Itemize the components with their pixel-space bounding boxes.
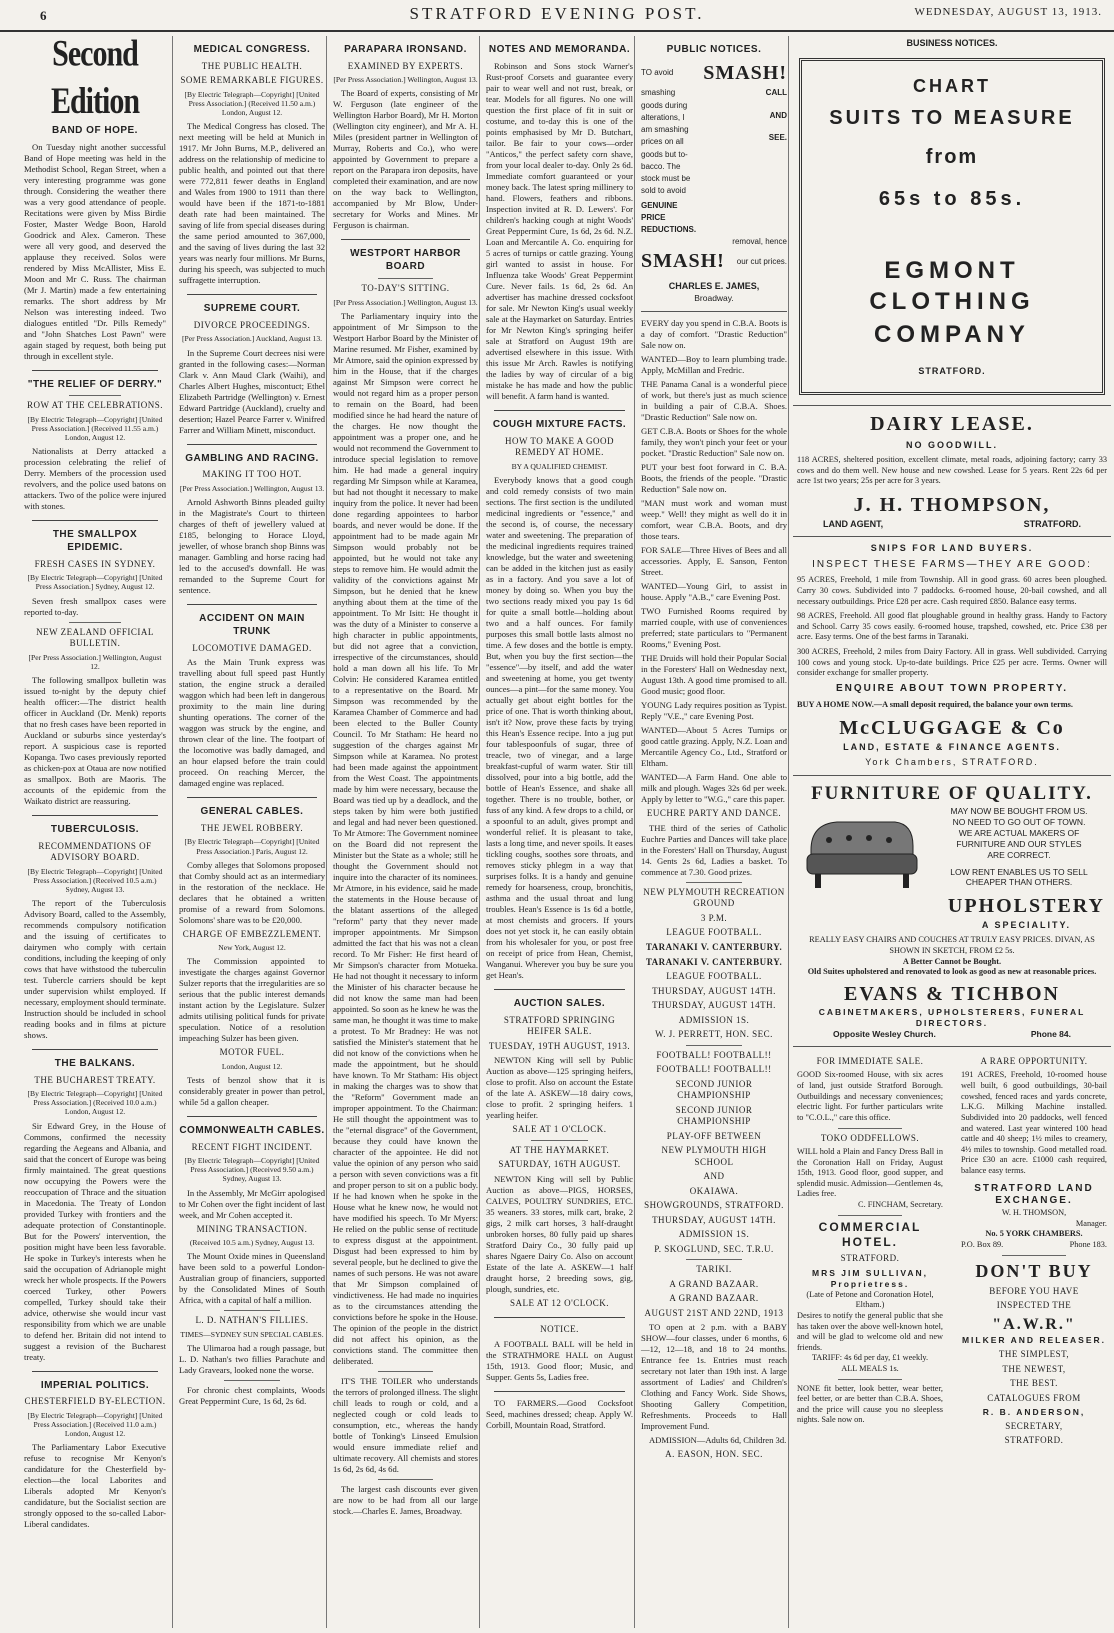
notice: THE third of the series of Catholic Euchre Parties and Dances will take place in the Foresters' Hall on Thursday, August 14. Gents 2s 6d, Ladies a basket. To commence at 7.30. Good prizes.: [641, 822, 787, 877]
article-body: The Parliamentary Labor Executive refuse to recognise Mr Kenyon's candidature for the Chesterfield by-election—the local Laborites and Liberals adopted Mr Kenyon's candidature, but the Socialist section are strongly opposed to the so-called Labor-Liberal candidates.: [24, 1442, 166, 1530]
article-body: The Commission appointed to investigate the charges against Governor Sulzer reports that the irregularities are so serious that the public interest demands instant action by the Legislature. Sulzer admits utilising political funds for private speculation. Notice of a resolution impeaching Sulzer has been given.: [179, 956, 325, 1044]
notice-title: NOTICE.: [540, 1324, 579, 1335]
advertisement: IT'S THE TOILER who understands the terrors of prolonged illness. The slight chill leads to rough or cold, and a neglected cough or cold leads to consumption, etc., whereas the handy bottle of Tonking's Linseed Emulsion would ensure immediate relief and ultimate recovery. All chemists and stores 1s 6d, 2s 6d, 4s 6d.: [333, 1375, 478, 1474]
headline-cough: COUGH MIXTURE FACTS.: [492, 418, 627, 430]
subheading: NEW ZEALAND OFFICIAL BULLETIN.: [36, 626, 154, 649]
notice: FOR SALE—Three Hives of Bees and all accessories. Apply, E. Sanson, Fenton Street.: [641, 545, 787, 578]
headline-imperial-politics: IMPERIAL POLITICS.: [40, 1379, 150, 1391]
subheading: RECENT FIGHT INCIDENT.: [191, 1141, 313, 1152]
article-body: Tests of benzol show that it is considerably greater in power than petrol, while 5d a gallon cheaper.: [179, 1074, 325, 1107]
notice: WANTED—A Farm Hand. One able to milk and plough. Wages 32s 6d per week. Apply by letter to "W.G.," care this paper.: [641, 772, 787, 805]
advertisement: For chronic chest complaints, Woods Great Peppermint Cure, 1s 6d, 2s 6d.: [179, 1384, 325, 1406]
page-number: 6: [40, 8, 47, 23]
headline-westport: WESTPORT HARBOR BOARD: [350, 248, 461, 273]
headline-public-notices: PUBLIC NOTICES.: [666, 44, 762, 55]
sale-time: SALE AT 1 O'CLOCK.: [512, 1124, 607, 1135]
headline-tuberculosis: TUBERCULOSIS.: [50, 823, 140, 835]
wire-credit: TIMES—SYDNEY SUN SPECIAL CABLES.: [180, 1329, 324, 1339]
article-body: The Ulimaroa had a rough passage, but L. D. Nathan's two fillies Parachute and Lady Gravears, looked none the worse.: [179, 1342, 325, 1375]
notice: THE Panama Canal is a wonderful piece of work, but there's just as much science in building a pair of C.B.A. Shoes. "Drastic Reduction" Sale now on.: [641, 379, 787, 423]
article-body: As the Main Trunk express was travelling about full speed past Huntly station, the engine struck a derailed waggon which had been left in dangerous proximity to the main line during shunting operations. The corner of the waggon was struck by the engine, and thrown clear of the line. The footpart of the locomotive was badly damaged, and an hour elapsed before the train could proceed. On reaching Mercer, the damaged engine was replaced.: [179, 657, 325, 789]
subheading: CHESTERFIELD BY-ELECTION.: [24, 1396, 166, 1407]
subheading: L. D. NATHAN'S FILLIES.: [195, 1315, 309, 1326]
subheading: LOCOMOTIVE DAMAGED.: [192, 642, 312, 653]
furniture-advert: FURNITURE OF QUALITY. MAY NOW BE BOUGHT FROM US. NO NEED TO GO OUT OF TOWN. WE ARE ACTUAL MAKERS OF FURNITURE AND OUR STYLES ARE CORRECT. LOW RENT ENABLES US TO SELL CHEAPER THAN OTHERS. UPHOLSTERY A SPECIALITY. REALLY EASY CHAIRS AND COUCHES AT TRULY EASY PRICES. DIVAN, AS SHOWN IN SKETCH, FROM £2 5s. A Better Cannot be Bought. Old Suites upholstered and renovated to look as good as new at reasonable prices. EVANS & TICHBON CABINETMAKERS, UPHOLSTERERS, FUNERAL DIRECTORS. Opposite Wesley Church. Phone 84.: [793, 775, 1111, 1040]
byline: BY A QUALIFIED CHEMIST.: [511, 461, 608, 471]
article-body: The following smallpox bulletin was issued to-night by the deputy chief health officer:—The district health officer in Auckland (Dr. Menk) reports that no fresh cases have been reported in Auckland or suburbs since yesterday's report. A suspicious case is reported Kopanga. Two cases previously reported as chicken-pox at Otaua are now notified as smallpox. Both are Maoris. The accounts of the epidemic from the Waikato district are reassuring.: [24, 674, 166, 806]
article-body: The report of the Tuberculosis Advisory Board, called to the Assembly, recommends compulsory notification and the issuing of certificates to dairymen who comply with certain conditions, including the keeping of only cows that have withstood the tuberculin test. Tubercle carriers should be kept under supervision whilst employed. If necessary, employment should terminate. Instruction should be included in school reading books and in films at picture shows.: [24, 897, 166, 1040]
subheading: DIVORCE PROCEEDINGS.: [193, 319, 311, 330]
subheading: MINING TRANSACTION.: [196, 1223, 308, 1234]
article-body: In the Supreme Court decrees nisi were granted in the following cases:—Norman Clark v. Ann Maud Clark (Waihi), and Charles Albert Hughes, miscontuct; Ethel Elizabeth Partridge (Wellington) v. Ernest Edward Partridge (Auckland), cruelty and desertion; Hazel Pearce Farrer v. Winifred Farrer and William Minett, misconduct.: [179, 347, 325, 435]
sale-time: SALE AT 12 O'CLOCK.: [510, 1297, 609, 1308]
notice: TO open at 2 p.m. with a BABY SHOW—four classes, under 6 months, 6—12, 12—18, and 18 to 24 months. Entrance fee 1s. Entries must reach secretary not later than 19th inst. A large assortment of Ladies' and Children's Clothing and Fancy Work. Side Shows, Shooting Gallery Competition, Refreshments. Proceeds to Hall Improvement Fund.: [641, 1322, 787, 1432]
headline-auction-sales: AUCTION SALES.: [513, 997, 606, 1009]
headline-business-notices: BUSINESS NOTICES.: [906, 38, 998, 48]
advertiser-name: CHARLES E. JAMES,: [668, 281, 760, 292]
wire-credit: [By Electric Telegraph—Copyright] [United Press Association.] (Received 11.50 a.m.) London, August 12.: [184, 89, 320, 118]
advertiser-place: Broadway.: [694, 292, 734, 303]
wire-credit: [By Electric Telegraph—Copyright] [United Press Association.] (Received 11.55 a.m.) London, August 12.: [27, 414, 163, 443]
wire-credit: New York, August 12.: [218, 943, 286, 953]
issue-date: WEDNESDAY, AUGUST 13, 1913.: [914, 6, 1102, 18]
notice: "MAN must work and woman must weep." Well! they might as well do it in comfort, wear C.B.A. Boots, and dry those tears.: [641, 498, 787, 542]
smash-heading: SMASH!: [703, 61, 787, 84]
article-body: Comby alleges that Solomons proposed that Comby should act as an intermediary in the restoration of the necklace. He declares that he obtained a written promise of a reward from Solomons. Solomons' share was to be £20,000.: [179, 859, 325, 925]
wire-credit: [By Electric Telegraph—Copyright] [United Press Association.] (Received 10.0 a.m.) London, August 12.: [27, 1089, 163, 1117]
headline-balkans: THE BALKANS.: [54, 1057, 136, 1069]
headline-medical-congress: MEDICAL CONGRESS.: [193, 44, 311, 55]
subheading: HOW TO MAKE A GOOD REMEDY AT HOME.: [504, 435, 614, 458]
notice: GET C.B.A. Boots or Shoes for the whole family, they won't pinch your feet or your pocket. "Drastic Reduction" Sale now on.: [641, 426, 787, 459]
edition-banner: Second Edition: [50, 36, 140, 123]
headline-supreme-court: SUPREME COURT.: [203, 303, 301, 315]
article-body: NEWTON King will sell by Public Auction as above—125 springing heifers, close to profit. Also on account the Estate of the late A. ASKEW—18 dairy cows, close to profit. 2 springing heifers. 1 yearling heifer.: [486, 1055, 633, 1121]
subheading: THE JEWEL ROBBERY.: [200, 822, 304, 833]
notice: EVERY day you spend in C.B.A. Boots is a day of comfort. "Drastic Reduction" Sale now on.: [641, 318, 787, 351]
wire-credit: [By Electric Telegraph—Copyright] [United Press Association.] Sydney, August 12.: [27, 573, 163, 592]
smash-heading: SMASH!: [641, 250, 725, 273]
newspaper-title: STRATFORD EVENING POST.: [409, 4, 705, 23]
notice: ADMISSION—Adults 6d, Children 3d.: [649, 1435, 787, 1446]
sale-date: TUESDAY, 19TH AUGUST, 1913.: [488, 1040, 631, 1051]
headline-notes: NOTES AND MEMORANDA.: [488, 44, 631, 55]
article-body: On Tuesday night another successful Band of Hope meeting was held in the Methodist School, Regan Street, when a very interesting programme was gone through. Considering the weather there was a very good attendance of people. Recitations were given by Miss Birdie Foster, Master Wedge Boon, Harold Goodrick and Alex. Cameron. These were all very good, and deserved the applause they received. Solos were rendered by Miss McAllister, Miss E. Moon and Mr C. Russ. The chairman (Mr J. Martin) made a few entertaining remarks. The short address by Mr Nelson was interesting indeed. Two dialogues entitled "Dr. Pills Remedy" and "John Shatches Lost Pawn" were again staged by request, both being put through in excellent style.: [24, 141, 166, 361]
headline-band-of-hope: BAND OF HOPE.: [52, 124, 138, 136]
chart-clothing-advert: CHART SUITS TO MEASURE from 65s to 85s. EGMONT CLOTHING COMPANY STRATFORD.: [799, 58, 1105, 395]
article-body: Seven fresh smallpox cases were reported to-day.: [24, 595, 166, 617]
notice: WANTED—About 5 Acres Turnips or good cattle grazing. Apply, N.Z. Loan and Mercantile Agency Co., Ltd., Stratford or Eltham.: [641, 725, 787, 769]
lower-business-adverts: FOR IMMEDIATE SALE. GOOD Six-roomed House, with six acres of land, just outside Stratford Borough. Outbuildings and necessary conveniences; electric light. For further particulars write to "C.O.L.," care this office. TOKO ODDFELLOWS. WILL hold a Plain and Fancy Dress Ball in the Coronation Hall on Friday, August 15th, 1913. Good floor, good supper, and splendid music. Admission—Gentlemen 4s, Ladies free. C. FINCHAM, Secretary. COMMERCIAL HOTEL. STRATFORD. MRS JIM SULLIVAN, Proprietress. (Late of Petone and Coronation Hotel, Eltham.) Desires to notify the general public that she has taken over the above well-known hotel, and will be glad to welcome old and new friends. TARIFF: 4s 6d per day, £1 weekly. ALL MEALS 1s. NONE fit better, look better, wear better, feel better, or are better than C.B.A. Shoes, and the price will cause you no sleepless nights. Sale now on. A RARE OPPORTUNITY. 191 ACRES, Freehold, 10-roomed house well built, 6 good outbuildings, 30-bail cowshed, fenced races and yards concrete, L.K.G. Milking Machine installed. Subdivided into 20 paddocks, well fenced and watered. Last year wintered 100 head cattle and 40 sheep; 1½ miles to creamery, 4½ miles to township. Good metalled road. Price £30 an acre. £1000 cash required, balance easy terms. STRATFORD LAND EXCHANGE. W. H. THOMSON, Manager. No. 5 YORK CHAMBERS. P.O. Box 89. Phone 183. DON'T BUY BEFORE YOU HAVE INSPECTED THE "A.W.R." MILKER AND RELEASER. THE SIMPLEST, THE NEWEST, THE BEST. CATALOGUES FROM R. B. ANDERSON, SECRETARY, STRATFORD.: [793, 1046, 1111, 1450]
wire-credit: [Per Press Association.] Wellington, August 13.: [333, 297, 478, 307]
subheading: FRESH CASES IN SYDNEY.: [34, 558, 156, 569]
column-3: [326, 36, 484, 1628]
subheading: RECOMMENDATIONS OF ADVISORY BOARD.: [38, 840, 152, 863]
notice-title: NEW PLYMOUTH RECREATION GROUND: [643, 886, 785, 909]
article-body: Sir Edward Grey, in the House of Commons, confirmed the necessity regarding the Aegeans and Albania, and said that the concert of Europe was being firmly maintained. The great questions now occupying the Powers were the reoccupation of Thrace and the situation in Macedonia. The Treaty of London provided Turkey with frontiers and the adequate protection of Constantinople. But for the Powers' intervention, the position might have been less favorable. He spoke in Turkey's interests when he said the occupation of Adrianople might wreck her whole prospects. If the Powers coerced Turkey, other Powers compelled, Turkey should take their advice, otherwise she would incur vast responsibility from which we are unable to defend her. Britain did not intend to suggest a revision of the Bucharest treaty.: [24, 1120, 166, 1362]
notice-title: EUCHRE PARTY AND DANCE.: [646, 808, 782, 819]
wire-credit: [By Electric Telegraph—Copyright] [United Press Association.] Paris, August 12.: [184, 837, 320, 856]
dairy-lease-advert: DAIRY LEASE. NO GOODWILL. 118 ACRES, sheltered position, excellent climate, metal roads, adjoining factory; carry 33 cows and do them well. New house and new cowshed. Lease for 5 years. Rent 22s 6d per acre 1st two years; 25s per acre for 3 years. J. H. THOMPSON, LAND AGENT, STRATFORD.: [793, 405, 1111, 530]
subheading: ROW AT THE CELEBRATIONS.: [26, 400, 163, 411]
subheading: THE PUBLIC HEALTH.: [201, 60, 303, 71]
advertisement: TO FARMERS.—Good Cocksfoot Seed, machines dressed; cheap. Apply W. Corbill, Mountain Road, Stratford.: [486, 1397, 633, 1430]
notice: THE Druids will hold their Popular Social in the Foresters' Hall on Wednesday next, August 13th. A good time promised to all. Good music; good floor.: [641, 653, 787, 697]
subheading: EXAMINED BY EXPERTS.: [347, 60, 464, 71]
article-body: In the Assembly, Mr McGirr apologised to Mr Cohen over the fight incident of last week, and Mr Cohen accepted it.: [179, 1187, 325, 1220]
wire-credit: [Per Press Association.] Wellington, August 13.: [179, 483, 325, 493]
notice: WANTED—Young Girl, to assist in house. Apply "A.B.," care Evening Post.: [641, 581, 787, 603]
subheading: TO-DAY'S SITTING.: [361, 283, 450, 294]
column-2: [172, 36, 331, 1628]
article-body: NEWTON King will sell by Public Auction as above—PIGS, HORSES, CALVES, POULTRY SUNDRIES, ETC. 35 weaners. 33 stores, milk cart, brake, 2 gigs, 2 milk cart horses, 3 half-draught unbroken horses, 80 fully paid up shares Stratford Dairy Co., 30 fully paid up shares Ngaere Dairy Co. Also on account Estate of the late A. ASKEW—1 half draught horse, 2 breeding sows, gig, plough, sundries, etc.: [486, 1173, 633, 1294]
column-5: PUBLIC NOTICES. TO avoid SMASH! smashing goods during alterations, I am smashing prices on all goods but to- bacco. The stock must be sold to avoid CALL AND SEE. GENUINE PRICE REDUCTIONS. removal, hence SMASH! our cut prices. CHARLES E. JAMES, Broadway. EVERY day you spend in C.B.A. Boots is a day of comfort. "Drastic Reduction" Sale now on. WANTED—Boy to learn plumbing trade. Apply, McMillan and Fredric. THE Panama Canal is a wonderful piece of work, but there's just as much science in building a pair of C.B.A. Shoes. "Drastic Reduction" Sale now on. GET C.B.A. Boots or Shoes for the whole family, they won't pinch your feet or your pocket. "Drastic Reduction" Sale now on. PUT your best foot forward in C. B.A. Boots, the friends of the people. "Drastic Reduction" Sale now on. "MAN must work and woman must weep." Well! they might as well do it in comfort, wear C.B.A. Boots, and dry those tears. FOR SALE—Three Hives of Bees and all accessories. Apply, E. Sanson, Fenton Street. WANTED—Young Girl, to assist in house. Apply "A.B.," care Evening Post. TWO Furnished Rooms required by married couple, with use of conveniences preferred; state particulars to "Permanent Rooms," Evening Post. THE Druids will hold their Popular Social in the Foresters' Hall on Wednesday next, August 13th. A good time promised to all. Good music; good floor. YOUNG Lady requires position as Typist. Reply "V.E.," care Evening Post. WANTED—About 5 Acres Turnips or good cattle grazing. Apply, N.Z. Loan and Mercantile Agency Co., Ltd., Stratford or Eltham. WANTED—A Farm Hand. One able to milk and plough. Wages 32s 6d per week. Apply by letter to "W.G.," care this paper. EUCHRE PARTY AND DANCE. THE third of the series of Catholic Euchre Parties and Dances will take place in the Foresters' Hall on Thursday, August 14. Gents 2s 6d, Ladies a basket. To commence at 7.30. Good prizes. NEW PLYMOUTH RECREATION GROUND 3 P.M. LEAGUE FOOTBALL. TARANAKI V. CANTERBURY. TARANAKI V. CANTERBURY. LEAGUE FOOTBALL. THURSDAY, AUGUST 14TH. THURSDAY, AUGUST 14TH. ADMISSION 1S. W. J. PERRETT, HON. SEC. FOOTBALL! FOOTBALL!! FOOTBALL! FOOTBALL!! SECOND JUNIOR CHAMPIONSHIP SECOND JUNIOR CHAMPIONSHIP PLAY-OFF BETWEEN NEW PLYMOUTH HIGH SCHOOL AND OKAIAWA. SHOWGROUNDS, STRATFORD. THURSDAY, AUGUST 14TH. ADMISSION 1S. P. SKOGLUND, SEC. T.R.U. TARIKI. A GRAND BAZAAR. A GRAND BAZAAR. AUGUST 21ST AND 22ND, 1913 TO open at 2 p.m. with a BABY SHOW—four classes, under 6 months, 6—12, 12—18, and 18 to 24 months. Entrance fee 1s. Entries must reach secretary not later than 19th inst. A large assortment of Ladies' and Children's Clothing and Fancy Work. Side Shows, Shooting Gallery Competition, Refreshments. Proceeds to Hall Improvement Fund. ADMISSION—Adults 6d, Children 3d. A. EASON, HON. SEC.: [634, 36, 793, 1628]
wire-credit: London, August 12.: [221, 1061, 283, 1071]
subheading: MAKING IT TOO HOT.: [202, 469, 302, 480]
article-body: Nationalists at Derry attacked a procession celebrating the relief of Derry. Members of the procession used revolvers, and the police used batons on attackers. Two of the police were injured with stones.: [24, 446, 166, 512]
advertisement: The largest cash discounts ever given are now to be had from all our large stock.—Charles E. James, Broadway.: [333, 1483, 478, 1516]
sale-date: SATURDAY, 16TH AUGUST.: [498, 1159, 621, 1170]
headline-gambling: GAMBLING AND RACING.: [185, 452, 319, 464]
sofa-illustration: [801, 810, 923, 894]
article-body: The Medical Congress has closed. The next meeting will be held at Munich in 1917. Mr John Burns, M.P., delivered an address on the relationship of medicine to public health, and pointed out that there were 772,811 fewer deaths in England and Wales from 1900 to 1911 than there would have been if the 1871-to-1881 death rate had been maintained. The saving of life from special diseases during the same period amounted to 367,000, and the saving of lives during the last 32 years was nearly four millions. Mr Burns, during his speech, was subjected to much suffragette interruption.: [179, 121, 325, 286]
wire-credit: [Per Press Association.] Wellington, August 13.: [333, 75, 478, 85]
headline-accident: ACCIDENT ON MAIN TRUNK: [199, 613, 305, 637]
article-body: Arnold Ashworth Binns pleaded guilty in the Magistrate's Court to thirteen charges of theft of jewellery valued at £185, belonging to Horace Lloyd, jeweller, of whose branch shop Binns was manager. Gambling and horse racing had led to the accused's downfall. He was remanded to the Supreme Court for sentence.: [179, 497, 325, 595]
snips-advert: SNIPS FOR LAND BUYERS. INSPECT THESE FARMS—THEY ARE GOOD: 95 ACRES, Freehold, 1 mile from Township. All in good grass. 60 acres been ploughed. Carry 30 cows. Subdivided into 7 paddocks. 6-roomed house, 20-bail cowshed, and all necessary outbuildings. Price £28 per acre. Cash required £850. Balance easy terms. 98 ACRES, Freehold. All good flat ploughable ground in healthy grass. Handy to Factory and School. Carry 35 cows easily. 6-roomed house, trapshed, cowshed, etc. Price £38 per acre. Easy terms. One of the best farms in Taranaki. 300 ACRES, Freehold, 2 miles from Dairy Factory. All in grass. Well subdivided. Carrying 100 cows and young stock. Up-to-date buildings. Price £25 per acre. Terms. Owner will consider exchange for smaller property. ENQUIRE ABOUT TOWN PROPERTY. BUY A HOME NOW.—A small deposit required, the balance your own terms. McCLUGGAGE & Co LAND, ESTATE & FINANCE AGENTS. York Chambers, STRATFORD.: [793, 536, 1111, 769]
subheading: STRATFORD SPRINGING HEIFER SALE.: [503, 1014, 616, 1037]
subheading: THE BUCHAREST TREATY.: [34, 1074, 156, 1085]
headline-smallpox: THE SMALLPOX EPIDEMIC.: [52, 529, 138, 554]
wire-credit: (Received 10.5 a.m.) Sydney, August 13.: [189, 1238, 315, 1248]
column-6: [788, 36, 1114, 1628]
article-body: Everybody knows that a good cough and cold remedy consists of two main sections. The first section is the undiluted medicinal ingredients or "essence," and the second is, of course, the necessary water and sweetening. The preparation of the medicinal ingredients requires trained knowledge, but the water and sweetening can be added in the kitchen just as easily as in a factory. And you save a lot of money by doing so. When you buy the two sections ready mixed you pay 1s 6d for quite a small bottle—holding about two and a half ounces. For family purposes this small bottle lasts almost no time. A few doses and the bottle is empty. But, when you buy the first section—the "essence"—by itself, and add the water and sweetening at home, you get twenty ounces—a pint—for the same money. You actually get about eight bottles for the price of one. That is worth thinking about, isn't it? Now, prove these facts by trying this Hean's Essence recipe. Into a jug put four tablespoonfuls of sugar, three of treacle, two of vinegar, and a large breakfast-cupful of warm water. Stir till dissolved, pour into a big bottle, add the bottle of Hean's Essence, and shake all together. There is no trouble, bother, or fuss of any kind. A few drops to a child, or a spoonful to an adult, gives prompt and wonderful relief. It is pleasant to take, lasts a long time, and never spoils. It eases tickling coughs, soothes sore throats, and removes sticky phlegm in a way that surprises folks. It is a handy and genuine remedy for hoarseness, croup, bronchitis, asthma and the usual throat and lung troubles. Hean's Essence is 1s 6d a bottle, at most chemists and grocers. If yours does not yet stock it, he can easily obtain from his wholesaler for you, or post free on receipt of price from Hean, Chemist, Wanganui. Wherever you buy be sure you get Hean's.: [486, 474, 633, 980]
article-body: The Board of experts, consisting of Mr W. Ferguson (late engineer of the Wellington Harbor Board), Mr H. Morton (Wellington city engineer), and Mr A. H. Miles (president partner in Wellington of Murray, Roberts and Co.), who were appointed by Government to prepare a report on the Parapara iron deposits, have completed their examination, and are now on the way back to Wellington, accompanied by Mr Blow, Under-secretary for Works and Mines. Mr Ferguson is chairman.: [333, 88, 478, 231]
article-body: The Mount Oxide mines in Queensland have been sold to a powerful London-Australian group of financiers, supported by the Consolidated Mines of South Africa, with a capital of half a million.: [179, 1251, 325, 1306]
wire-credit: [By Electric Telegraph—Copyright] [United Press Association.] (Received 9.50 a.m.) Sydney, August 13.: [184, 1156, 320, 1184]
wire-credit: [By Electric Telegraph—Copyright] [United Press Association.] (Received 10.5 a.m.) Sydney, August 13.: [27, 866, 163, 894]
headline-general-cables: GENERAL CABLES.: [200, 806, 304, 818]
subheading: SOME REMARKABLE FIGURES.: [180, 75, 324, 86]
headline-parapara: PARAPARA IRONSAND.: [344, 44, 467, 55]
headline-derry: "THE RELIEF OF DERRY.": [27, 378, 163, 390]
headline-commonwealth: COMMONWEALTH CABLES.: [179, 1124, 325, 1136]
smash-advert: TO avoid SMASH! smashing goods during alterations, I am smashing prices on all goods but to- bacco. The stock must be sold to avoid CALL AND SEE. GENUINE PRICE REDUCTIONS. removal, hence SMASH! our cut prices. CHARLES E. JAMES, Broadway.: [641, 61, 787, 313]
wire-credit: [By Electric Telegraph—Copyright] [United Press Association.] (Received 11.0 a.m.) London, August 12.: [27, 1410, 163, 1439]
article-body: The Parliamentary inquiry into the appointment of Mr Simpson to the Westport Harbor Board by the Minister of Marine resumed. Mr Fisher, examined by Mr Atmore, said the opinion expressed by him in the House, that if the charges against Mr Simpson were correct he would not regard him as a proper person to remain on the Board, had been modified since he had heard the nature of the charges. He now thought the appointment was a proper one, and he would not recommend the Government to introduce special legislation to remove him. He had made a general inquiry regarding Mr Simpson while at Karamea, but had not thought it necessary to make inquiry from the police. It never had been done regarding appointees to harbor boards, and never would be done. If the appointment had to be made again Mr Simpson would probably not be appointed, but he would not take any steps to remove him. He would admit the validity of the convictions against Mr Simpson, but he denied that he knew anything about them at the time of the appointment. To Mr Isitt: He thought it was the duty of a Minister to conserve a high character in public appointments, but did not agree that a conviction, irrespective of the circumstances, should hold a man down all his life. To Mr Colvin: He considered Karamea entitled to a representative on the Board. Mr Simpson was recommended by the Karamea Chamber of Commerce and had been elected to the Buller County Council. To Mr Statham: He heard no suggestion of the charges against Mr Simpson while at Karamea. No protest had been made against the appointment from the West Coast. The appointments made by him were necessary, because the Board was tied up by a deadlock, and the steps taken by him were both justified and legal and had never been questioned. To Mr Atmore: The Government nominee on the Board did not represent the Minister but the State as a whole; still he thought the Government should not inquire into the character of its nominees. Mr Atmore, in his evidence, said he made the statements in the House because of the blatant assertions of the alleged "reform" party that they never made improper appointments. Mr Simpson admitted the fact that his was not a clean record. To Mr Fisher: He first heard of Mr Simpson's character from Motueka. He had not thought it necessary to inform the Minister of his character because he did not know the same man had been appointed. So soon as he knew he was the same man, he thought it was time to make a protest. To Mr Bradney: He was not satisfied the Minister's statement that he did not know of the convictions when he made the appointment, but he should have known. To Mr Statham: His object in making the charges was to show that the "Reform" Government made an improper appointment. To the Chairman: He still thought the appointment was to the "eternal disgrace" of the Government, because they could have known the character of the appointee. He did not value the opinion of any person who said a person with seven convictions was a fit and proper person to sit on a public body. If he had known when he spoke in the House what he knew now, he would not have modified his speech. To Mr Myers: He relied on the public sense of rectitude to express disgust at the appointment. Disgust had been expressed to him by several people, but he declined to give the names of such persons. He was not aware that Mr Simpson complained of vindictiveness. He had made no inquiries as to the circumstances attending the convictions before he spoke in the House. The opinion of the people in the district did not affect his opinion, as the convictions stand. The committee then deliberated.: [333, 310, 478, 1366]
subheading: MOTOR FUEL.: [219, 1047, 285, 1058]
article-body: Robinson and Sons stock Warner's Rust-proof Corsets and guarantee every pair to wear well and not rust, break, or tear. Models for all figures. No one will question the first place of fit in suit or costume, and to-day this is one of the points emphasised by Mr D. Butchart, tailor. Be fair to your cows—order "Anticos," the perfect safety corn shave, from your local dealer to-day. Only 2s 6d. Immediate comfort guaranteed or your money back. The latest spring millinery to hand. Flowers, feathers and ribbons. Inspection invited at R. D. Lewers'. For children's hacking cough at night Woods' Great Peppermint Cure, 1s 6d, 2s 6d. N.Z. Loan and Mercantile A. Co. enquiring for 5 acres of turnips or cattle grazing. Young girl wanted to assist in house. For Influenza take Woods' Great Peppermint Cure. Never fails. 1s 6d, 2s 6d. An advertiser has machine dressed cocksfoot for sale. Mr Newton King's usual weekly sale at the Haymarket on Saturday. Entries for Mr Newton King's springing heifer sale at Stratford on August 19th are advertised elsewhere in this issue. With this issue Mr Arch. Rawles is notifying the ladies by way of circular of a big mistake he has made and how the public will benefit. A farm hand is wanted.: [486, 60, 633, 401]
subheading: CHARGE OF EMBEZZLEMENT.: [182, 928, 322, 939]
notice-title: TARIKI.: [696, 1264, 732, 1275]
column-4: [479, 36, 639, 1628]
column-1: [22, 36, 172, 1628]
notice: PUT your best foot forward in C. B.A. Boots, the friends of the people. "Drastic Reduction" Sale now on.: [641, 462, 787, 495]
wire-credit: [Per Press Association.] Auckland, August 13.: [181, 334, 323, 344]
wire-credit: [Per Press Association.] Wellington, August 12.: [28, 652, 162, 671]
subheading: AT THE HAYMARKET.: [509, 1144, 610, 1155]
notice: YOUNG Lady requires position as Typist. Reply "V.E.," care Evening Post.: [641, 700, 787, 722]
masthead: [0, 0, 1114, 32]
notice: WANTED—Boy to learn plumbing trade. Apply, McMillan and Fredric.: [641, 354, 787, 376]
notice: TWO Furnished Rooms required by married couple, with use of conveniences preferred; state particulars to "Permanent Rooms," Evening Post.: [641, 606, 787, 650]
article-body: A FOOTBALL BALL will be held in the STRATHMORE HALL on August 15th, 1913. Good floor; Music, and Supper. Gents 5s, Ladies free.: [486, 1338, 633, 1382]
